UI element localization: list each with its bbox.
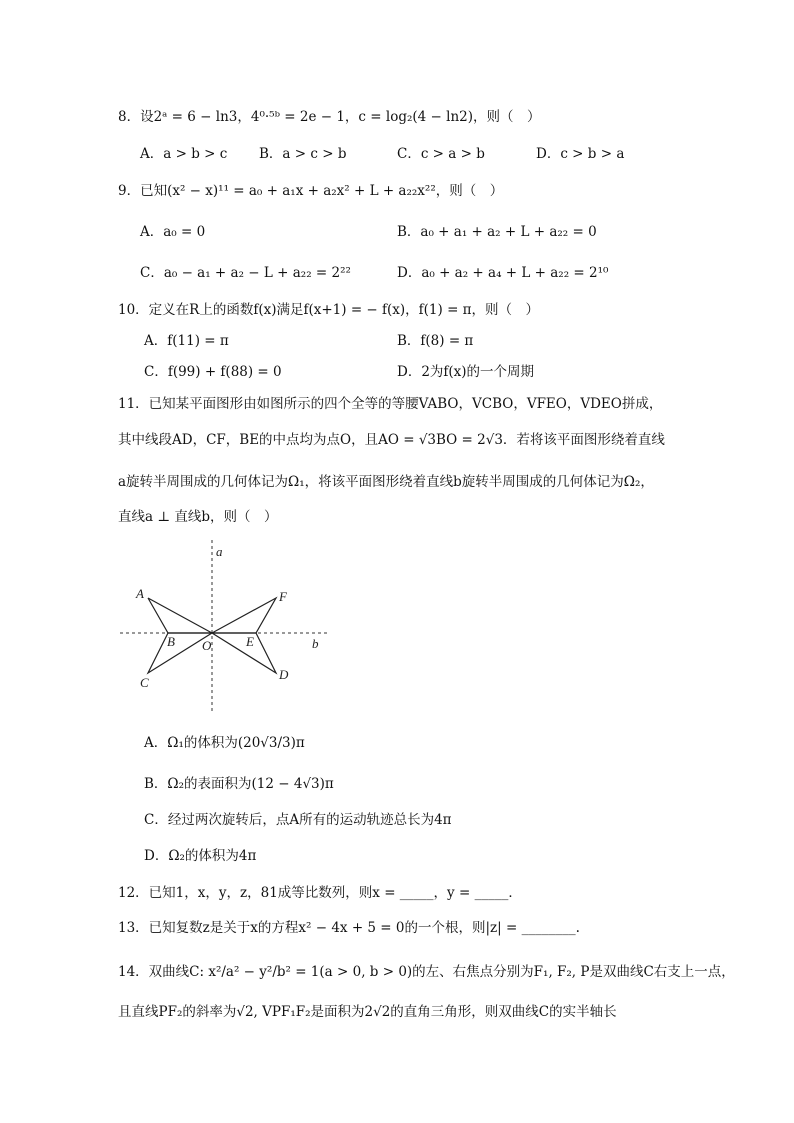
triangle-deo bbox=[212, 633, 276, 673]
question-11-line-3: a旋转半周围成的几何体记为Ω₁，将该平面图形绕着直线b旋转半周围成的几何体记为Ω₂， bbox=[118, 474, 654, 490]
label-point-c: C bbox=[140, 675, 149, 690]
q9-option-a: A．a₀ = 0 bbox=[140, 224, 206, 240]
question-9-stem: 9．已知(x² − x)¹¹ = a₀ + a₁x + a₂x² + L + a₂₂x²²，则（ ） bbox=[118, 183, 504, 199]
label-point-b: B bbox=[167, 634, 175, 649]
question-8-stem: 8．设2ᵃ = 6 − ln3，4⁰·⁵ᵇ = 2e − 1，c = log₂(4 − ln2)，则（ ） bbox=[118, 109, 541, 125]
label-point-f: F bbox=[279, 589, 287, 604]
label-a: a bbox=[216, 544, 223, 559]
q10-option-c: C．f(99) + f(88) = 0 bbox=[144, 364, 282, 380]
q8-option-d: D．c > b > a bbox=[536, 146, 625, 162]
q11-option-b: B．Ω₂的表面积为(12 − 4√3)π bbox=[144, 776, 334, 792]
label-point-o: O bbox=[202, 638, 212, 653]
label-point-a: A bbox=[136, 586, 144, 601]
question-11-line-1: 11．已知某平面图形由如图所示的四个全等的等腰VABO，VCBO，VFEO，VDEO拼成， bbox=[118, 396, 663, 412]
q11-option-d: D．Ω₂的体积为4π bbox=[144, 848, 257, 864]
question-11-line-4: 直线a ⊥ 直线b，则（ ） bbox=[118, 509, 278, 525]
q9-option-d: D．a₀ + a₂ + a₄ + L + a₂₂ = 2¹⁰ bbox=[397, 265, 609, 281]
q9-option-b: B．a₀ + a₁ + a₂ + L + a₂₂ = 0 bbox=[397, 224, 597, 240]
q8-option-b: B．a > c > b bbox=[259, 146, 347, 162]
q10-option-b: B．f(8) = π bbox=[397, 333, 474, 349]
q11-option-c: C．经过两次旋转后，点A所有的运动轨迹总长为4π bbox=[144, 812, 452, 828]
q8-option-a: A．a > b > c bbox=[140, 146, 228, 162]
question-14-line-1: 14．双曲线C: x²/a² − y²/b² = 1(a > 0, b > 0)的左、右焦点分别为F₁, F₂, P是双曲线C右支上一点， bbox=[118, 964, 735, 980]
triangle-feo bbox=[212, 598, 276, 633]
question-13-stem: 13．已知复数z是关于x的方程x² − 4x + 5 = 0的一个根，则|z| = ________. bbox=[118, 920, 580, 936]
question-14-line-2: 且直线PF₂的斜率为√2, VPF₁F₂是面积为2√2的直角三角形，则双曲线C的实半轴长 bbox=[118, 1004, 617, 1020]
question-12-stem: 12．已知1，x，y，z，81成等比数列，则x = _____，y = _____． bbox=[118, 885, 522, 901]
q10-option-d: D．2为f(x)的一个周期 bbox=[397, 364, 535, 380]
question-11-line-2: 其中线段AD，CF，BE的中点均为点O，且AO = √3BO = 2√3．若将该平面图形绕着直线 bbox=[118, 432, 665, 448]
q10-option-a: A．f(11) = π bbox=[144, 333, 229, 349]
label-point-d: D bbox=[279, 667, 289, 682]
label-b: b bbox=[312, 636, 319, 651]
q8-option-c: C．c > a > b bbox=[397, 146, 485, 162]
q9-option-c: C．a₀ − a₁ + a₂ − L + a₂₂ = 2²² bbox=[140, 265, 351, 281]
geometry-figure bbox=[118, 535, 348, 715]
q11-option-a: A．Ω₁的体积为(20√3/3)π bbox=[144, 735, 305, 751]
question-10-stem: 10．定义在R上的函数f(x)满足f(x+1) = − f(x)，f(1) = π，则（ ） bbox=[118, 302, 540, 318]
triangle-abo bbox=[148, 598, 212, 633]
label-point-e: E bbox=[246, 634, 254, 649]
